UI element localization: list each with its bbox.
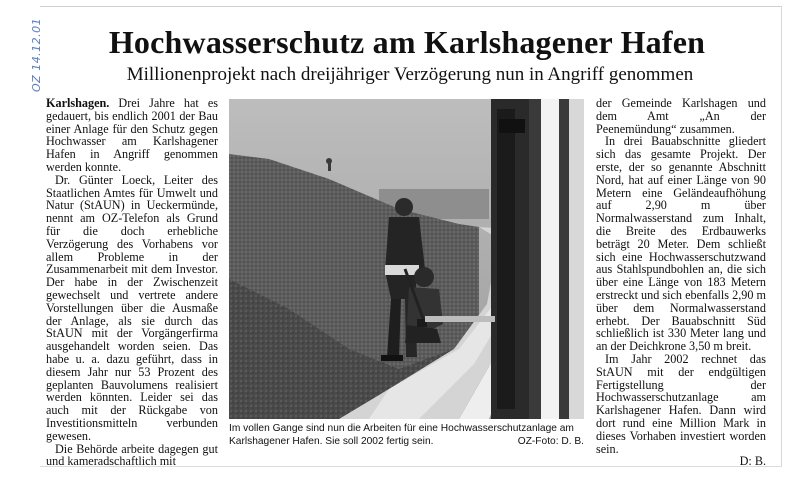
paragraph: Dr. Günter Loeck, Leiter des Staatlichen Amtes für Umwelt und Natur (StAUN) in Ueckermünde, nennt am OZ-Telefon als Grund für die doch erhebliche Verzögerung des Vorhabens vor allem Probleme in der Zusammenarbeit mit dem Investor. Der habe in der Zwischenzeit gewechselt und vertrete andere Vorstellungen über die Ausmaße der Anlage, als sie durch das StAUN mit der Vorgängerfirma ausgehandelt worden seien. Das habe u. a. dazu geführt, dass in diesem Jahr nur 53 Prozent des geplanten Bauvolumens realisiert werden könnten. Leider sei das auch mit der Rückgabe von Investitionsmitteln verbunden gewesen.: [46, 172, 218, 443]
handwritten-date-stamp: OZ 14.12.01: [30, 17, 43, 92]
article-column-3: [596, 97, 766, 468]
construction-photo: [229, 99, 584, 419]
article-column-1: [46, 97, 218, 468]
paragraph-text: Drei Jahre hat es gedauert, bis endlich 2001 der Bau einer Anlage für den Schutz gegen Hochwasser am Karlshagener Hafen in Angriff genommen werden konnte.: [46, 96, 219, 174]
paragraph: Die Behörde arbeite dagegen gut und kameradschaftlich mit: [46, 441, 218, 469]
subheadline: Millionenprojekt nach dreijähriger Verzögerung nun in Angriff genommen: [126, 64, 694, 85]
paragraph: [46, 97, 218, 174]
photo-credit: OZ-Foto: D. B.: [517, 435, 584, 447]
headline: Hochwasserschutz am Karlshagener Hafen: [108, 24, 706, 60]
paragraph: Im Jahr 2002 rechnet das StAUN mit der endgültigen Fertigstellung der Hochwasserschutzanlage am Karlshagener Hafen. Dann wird dort rund eine Million Mark in dieses Vorhaben investiert worden sein.: [596, 351, 766, 456]
clipping-edge-right: [781, 6, 782, 466]
paragraph: In drei Bauabschnitte gliedert sich das gesamte Projekt. Der erste, der so genannte Abschnitt Nord, hat auf einer Länge von 90 Metern eine Geländeaufhöhung auf 2,90 m über Normalwasserstand zum Inhalt, die Breite des Erdbauwerks beträgt 20 Meter. Dem schließt sich eine Hochwasserschutzwand aus Stahlspundbohlen an, die sich über eine Länge von 183 Metern erstreckt und sich ebenfalls 2,90 m über dem Normalwasserstand erhebt. Der Bauabschnitt Süd schließlich ist 330 Meter lang und an der Deichkrone 3,50 m breit.: [596, 134, 766, 354]
dateline: Karlshagen.: [46, 96, 110, 110]
photo-caption: [229, 423, 584, 448]
caption-text: Im vollen Gange sind nun die Arbeiten für eine Hochwasserschutzanlage am Karlshagener Hafen. Sie soll 2002 fertig sein.: [229, 423, 574, 447]
clipping-edge-top: [40, 6, 782, 7]
article-photo: [229, 99, 584, 419]
paragraph: der Gemeinde Karlshagen und dem Amt „An der Peenemündung“ zusammen.: [596, 96, 766, 136]
author-signoff: D: B.: [739, 454, 766, 469]
